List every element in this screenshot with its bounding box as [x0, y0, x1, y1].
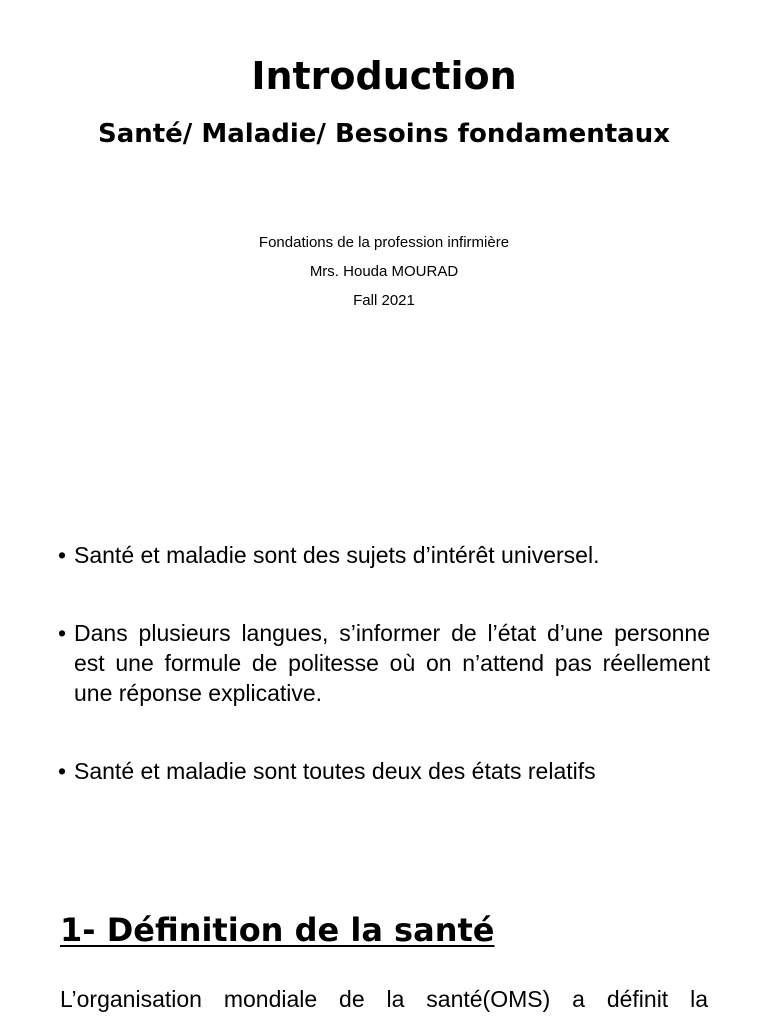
slide-title: Introduction [251, 54, 517, 98]
course-name: Fondations de la profession infirmière [258, 234, 510, 251]
bullet-list [58, 540, 710, 786]
definition-paragraph: L’organisation mondiale de la santé(OMS) a définit la [60, 986, 708, 1012]
bullet-item [58, 618, 710, 708]
bullet-text: Santé et maladie sont des sujets d’intérêt universel. [74, 542, 600, 568]
section-heading: 1- Définition de la santé [60, 911, 495, 949]
bullet-dot-icon: • [58, 620, 67, 646]
bullet-dot-icon: • [58, 542, 67, 568]
bullet-dot-icon: • [58, 758, 67, 784]
bullet-item [58, 540, 710, 570]
bullet-text: Santé et maladie sont toutes deux des états relatifs [74, 758, 596, 784]
bullet-text: Dans plusieurs langues, s’informer de l’état d’une personne est une formule de politesse où on n’attend pas réellement une réponse explicative. [74, 620, 710, 706]
term-label: Fall 2021 [353, 292, 415, 309]
instructor-name: Mrs. Houda MOURAD [309, 263, 459, 280]
slide-meta [0, 228, 768, 315]
slide-subtitle: Santé/ Maladie/ Besoins fondamentaux [97, 119, 671, 149]
bullet-item [58, 756, 710, 786]
